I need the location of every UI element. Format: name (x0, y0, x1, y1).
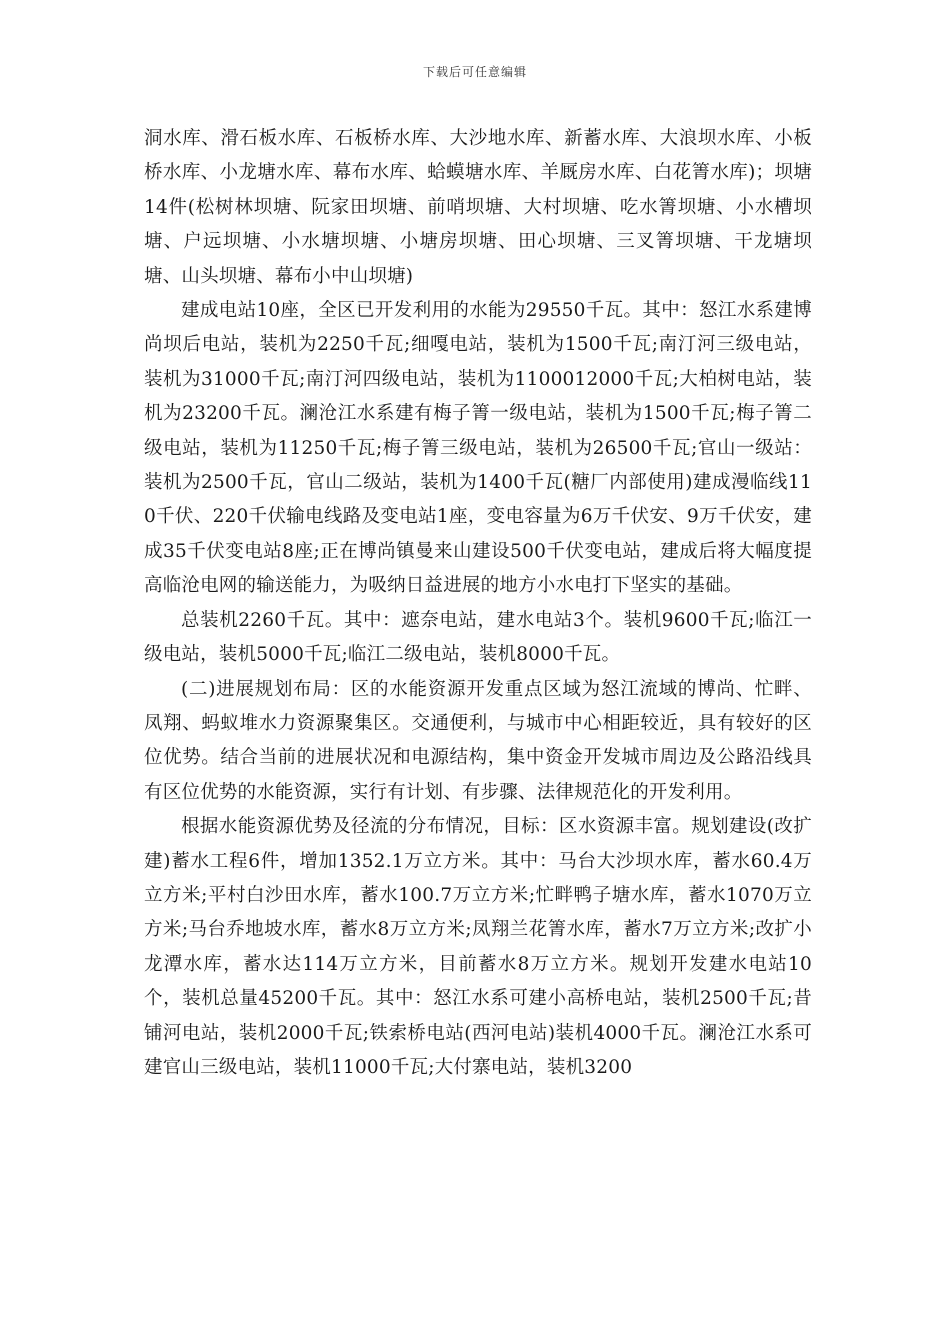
paragraph-planning-layout: (二)进展规划布局：区的水能资源开发重点区域为怒江流域的博尚、忙畔、凤翔、蚂蚁堆水力资源聚集区。交通便利，与城市中心相距较近，具有较好的区位优势。结合当前的进展状况和电源结构，集中资金开发城市周边及公路沿线具有区位优势的水能资源，实行有计划、有步骤、法律规范化的开发利用。 (144, 678, 812, 803)
document-body (144, 122, 812, 1085)
paragraph-reservoir-list: 洞水库、滑石板水库、石板桥水库、大沙地水库、新蓄水库、大浪坝水库、小板桥水库、小龙塘水库、幕布水库、蛤蟆塘水库、羊厩房水库、白花箐水库)；坝塘14件(松树林坝塘、阮家田坝塘、前哨坝塘、大村坝塘、吃水箐坝塘、小水槽坝塘、户远坝塘、小水塘坝塘、小塘房坝塘、田心坝塘、三叉箐坝塘、干龙塘坝塘、山头坝塘、幕布小中山坝塘) (144, 128, 812, 287)
page-header: 下载后可任意编辑 (422, 65, 527, 79)
paragraph-total-capacity: 总装机2260千瓦。其中：遮奈电站，建水电站3个。装机9600千瓦;临江一级电站，装机5000千瓦;临江二级电站，装机8000千瓦。 (144, 609, 812, 666)
paragraph-development-goals: 根据水能资源优势及径流的分布情况，目标：区水资源丰富。规划建设(改扩建)蓄水工程6件，增加1352.1万立方米。其中：马台大沙坝水库，蓄水60.4万立方米;平村白沙田水库，蓄水100.7万立方米;忙畔鸭子塘水库，蓄水1070万立方米;马台乔地坡水库，蓄水8万立方米;凤翔兰花箐水库，蓄水7万立方米;改扩小龙潭水库，蓄水达114万立方米，目前蓄水8万立方米。规划开发建水电站10个，装机总量45200千瓦。其中：怒江水系可建小高桥电站，装机2500千瓦;昔铺河电站，装机2000千瓦;铁索桥电站(西河电站)装机4000千瓦。澜沧江水系可建官山三级电站，装机11000千瓦;大付寨电站，装机3200 (144, 816, 812, 1078)
paragraph-power-stations: 建成电站10座，全区已开发利用的水能为29550千瓦。其中：怒江水系建博尚坝后电站，装机为2250千瓦;细嘎电站，装机为1500千瓦;南汀河三级电站，装机为31000千瓦;南汀河四级电站，装机为1100012000千瓦;大柏树电站，装机为23200千瓦。澜沧江水系建有梅子箐一级电站，装机为1500千瓦;梅子箐二级电站，装机为11250千瓦;梅子箐三级电站，装机为26500千瓦;官山一级站：装机为2500千瓦，官山二级站，装机为1400千瓦(糖厂内部使用)建成漫临线110千伏、220千伏输电线路及变电站1座，变电容量为6万千伏安、9万千伏安，建成35千伏变电站8座;正在博尚镇曼来山建设500千伏变电站，建成后将大幅度提高临沧电网的输送能力，为吸纳日益进展的地方小水电打下坚实的基础。 (144, 300, 812, 597)
